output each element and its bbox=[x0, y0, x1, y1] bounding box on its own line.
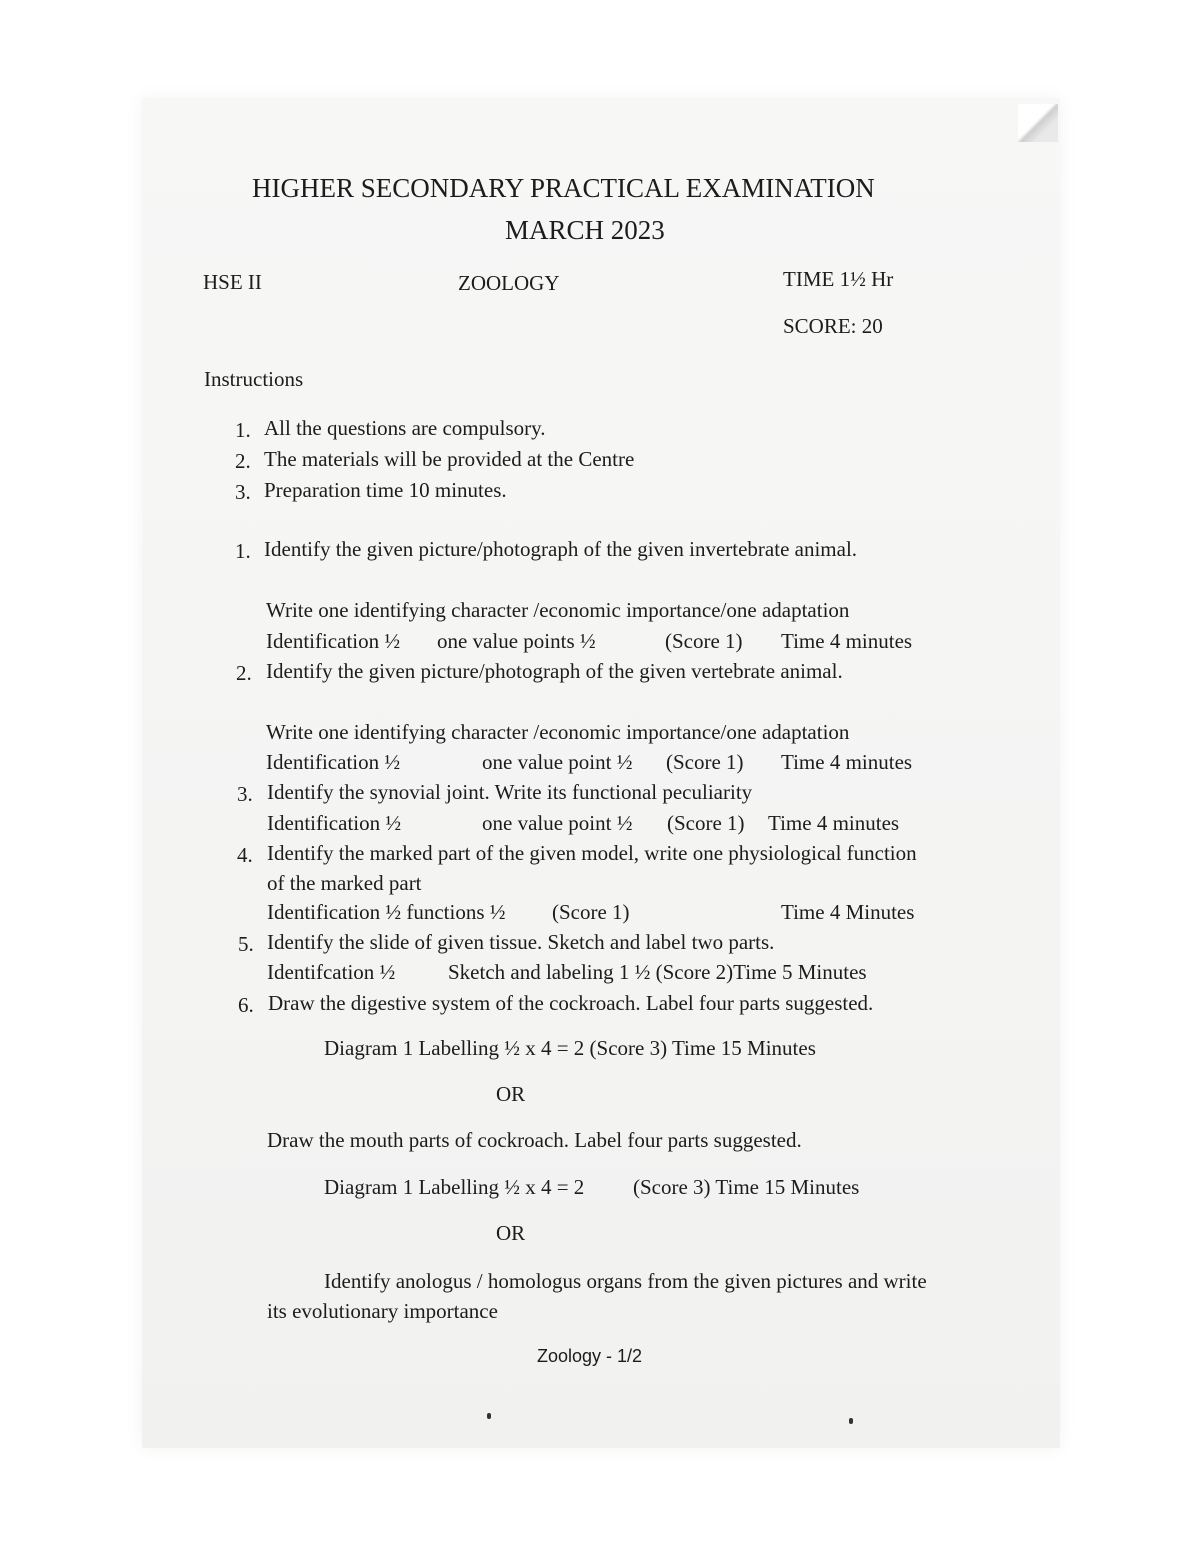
question-4-text-continued: of the marked part bbox=[267, 871, 422, 895]
page-footer: Zoology - 1/2 bbox=[537, 1346, 643, 1366]
question-2-marks-value: one value point ½ bbox=[482, 750, 633, 774]
instruction-item: Preparation time 10 minutes. bbox=[264, 478, 507, 502]
question-6-alternative-2-continued: its evolutionary importance bbox=[267, 1299, 498, 1323]
question-6-text: Draw the digestive system of the cockroach. Label four parts suggested. bbox=[268, 991, 874, 1015]
question-6-marks: Diagram 1 Labelling ½ x 4 = 2 (Score 3) Time 15 Minutes bbox=[324, 1036, 816, 1060]
question-2-marks-identification: Identification ½ bbox=[266, 750, 401, 774]
question-number: 1. bbox=[235, 539, 251, 563]
question-6-alternative-1-marks: Diagram 1 Labelling ½ x 4 = 2 bbox=[324, 1175, 585, 1199]
question-2-text: Identify the given picture/photograph of the given vertebrate animal. bbox=[266, 659, 843, 683]
question-6-alternative-2: Identify anologus / homologus organs from the given pictures and write bbox=[324, 1269, 927, 1293]
question-3-marks-value: one value point ½ bbox=[482, 811, 633, 835]
exam-session: MARCH 2023 bbox=[505, 215, 665, 245]
question-2-time: Time 4 minutes bbox=[781, 750, 913, 774]
question-4-score: (Score 1) bbox=[552, 900, 630, 924]
question-2-subtext: Write one identifying character /economic importance/one adaptation bbox=[266, 720, 850, 744]
instruction-item: The materials will be provided at the Centre bbox=[264, 447, 635, 471]
instruction-item: All the questions are compulsory. bbox=[264, 416, 546, 440]
question-3-text: Identify the synovial joint. Write its functional peculiarity bbox=[267, 780, 753, 804]
or-separator: OR bbox=[496, 1082, 526, 1106]
question-number: 2. bbox=[236, 661, 252, 685]
score-label: SCORE: 20 bbox=[783, 314, 883, 338]
question-3-time: Time 4 minutes bbox=[768, 811, 900, 835]
class-label: HSE II bbox=[203, 270, 262, 294]
question-6-alternative-1: Draw the mouth parts of cockroach. Label four parts suggested. bbox=[267, 1128, 802, 1152]
question-1-marks-value: one value points ½ bbox=[437, 629, 596, 653]
question-4-time: Time 4 Minutes bbox=[781, 900, 915, 924]
question-5-marks-identification: Identifcation ½ bbox=[267, 960, 396, 984]
question-2-score: (Score 1) bbox=[666, 750, 744, 774]
instructions-heading: Instructions bbox=[204, 367, 304, 391]
question-3-score: (Score 1) bbox=[667, 811, 745, 835]
question-number: 5. bbox=[238, 932, 254, 956]
question-6-alternative-1-score: (Score 3) Time 15 Minutes bbox=[633, 1175, 860, 1199]
instruction-number: 3. bbox=[235, 480, 251, 504]
instruction-number: 1. bbox=[235, 418, 251, 442]
question-1-text: Identify the given picture/photograph of the given invertebrate animal. bbox=[264, 537, 858, 561]
question-4-marks: Identification ½ functions ½ bbox=[267, 900, 506, 924]
time-label: TIME 1½ Hr bbox=[783, 267, 894, 291]
instruction-number: 2. bbox=[235, 449, 251, 473]
question-3-marks-identification: Identification ½ bbox=[267, 811, 402, 835]
question-5-text: Identify the slide of given tissue. Sketch and label two parts. bbox=[267, 930, 775, 954]
exam-title: HIGHER SECONDARY PRACTICAL EXAMINATION bbox=[252, 173, 875, 203]
question-1-time: Time 4 minutes bbox=[781, 629, 913, 653]
question-4-text: Identify the marked part of the given model, write one physiological function bbox=[267, 841, 917, 865]
question-1-marks-identification: Identification ½ bbox=[266, 629, 401, 653]
folded-corner bbox=[1018, 104, 1058, 142]
question-5-marks-sketch: Sketch and labeling 1 ½ (Score 2)Time 5 Minutes bbox=[448, 960, 867, 984]
ink-mark bbox=[487, 1413, 491, 1419]
question-number: 6. bbox=[238, 993, 254, 1017]
question-1-score: (Score 1) bbox=[665, 629, 743, 653]
question-number: 4. bbox=[237, 843, 253, 867]
or-separator: OR bbox=[496, 1221, 526, 1245]
ink-mark bbox=[849, 1418, 853, 1424]
question-number: 3. bbox=[237, 782, 253, 806]
question-1-subtext: Write one identifying character /economic importance/one adaptation bbox=[266, 598, 850, 622]
subject-label: ZOOLOGY bbox=[458, 271, 560, 295]
